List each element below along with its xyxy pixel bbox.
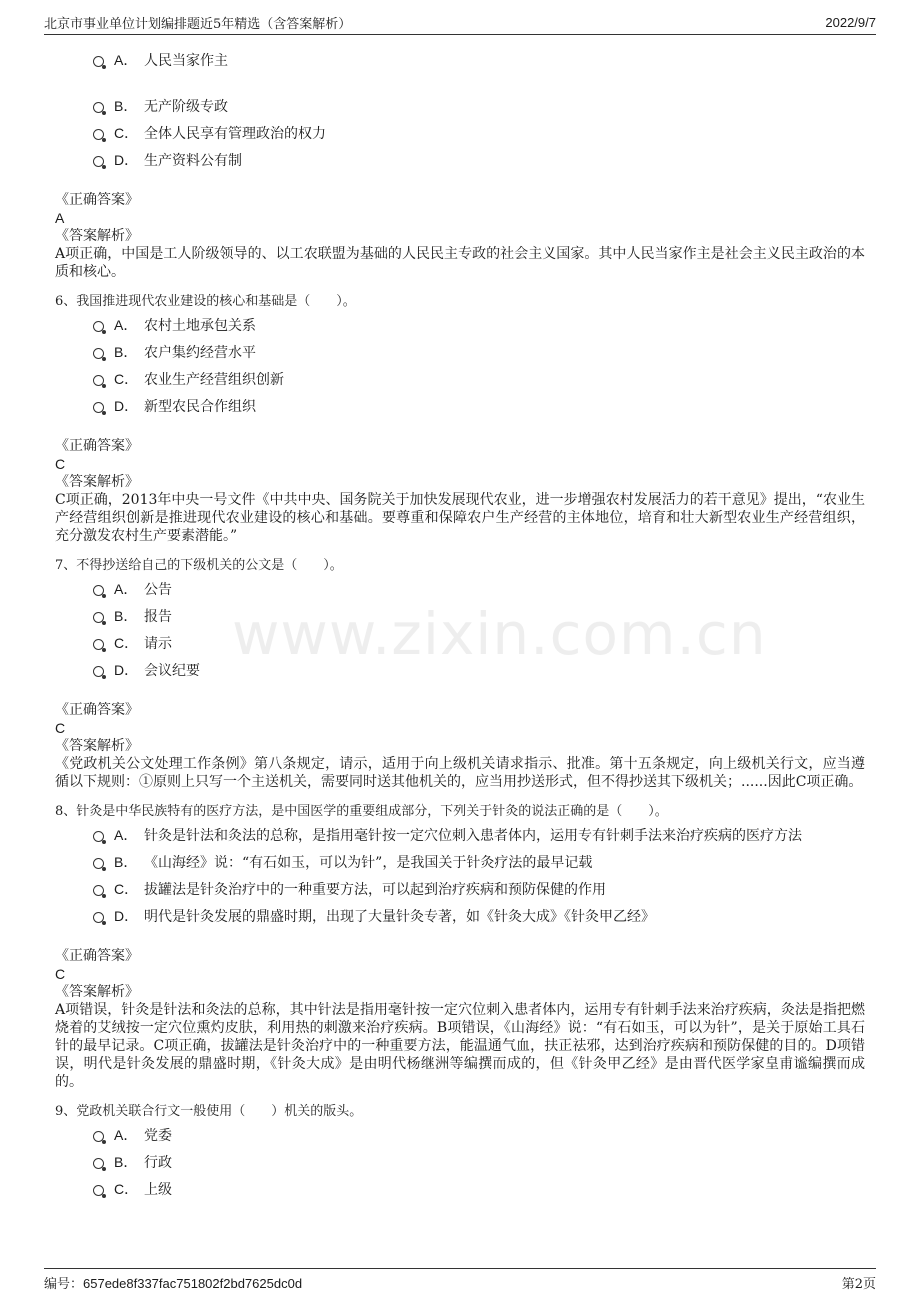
option-letter: C．: [114, 1180, 139, 1197]
option-c[interactable]: [93, 629, 865, 656]
radio-icon[interactable]: [93, 612, 104, 623]
explanation-label: 《答案解析》: [55, 738, 139, 754]
option-letter: B．: [114, 853, 138, 870]
option-text: 请示: [144, 635, 172, 652]
explanation-text: A项错误，针灸是针法和灸法的总称，其中针法是指用毫针按一定穴位刺入患者体内，运用专有针刺手法来治疗疾病，灸法是指把燃烧着的艾绒按一定穴位熏灼皮肤，利用热的刺激来治疗疾病。B项错误，《山海经》说：“有石如玉，可以为针”，是关于原始工具石针的最早记录。C项正确，拔罐法是针灸治疗中的一种重要方法，能温通气血，扶正祛邪，达到治疗疾病和预防保健的目的。D项错误，明代是针灸发展的鼎盛时期，《针灸大成》是由明代杨继洲等编撰而成的，但《针灸甲乙经》是由晋代医学家皇甫谧编撰而成的。: [55, 1002, 865, 1090]
option-letter: B．: [114, 343, 138, 360]
correct-answer: A: [55, 210, 65, 226]
question-5: [55, 46, 865, 281]
option-letter: A．: [114, 1126, 138, 1143]
option-c[interactable]: [93, 875, 865, 902]
radio-icon[interactable]: [93, 639, 104, 650]
option-text: 人民当家作主: [144, 52, 228, 69]
radio-icon[interactable]: [93, 102, 104, 113]
question-6: [55, 293, 865, 545]
option-text: 行政: [144, 1154, 172, 1171]
option-letter: C．: [114, 124, 139, 141]
option-text: 上级: [144, 1181, 172, 1198]
radio-icon[interactable]: [93, 156, 104, 167]
question-8: [55, 803, 865, 1091]
correct-answer-label: 《正确答案》: [55, 948, 139, 964]
page-number: 第2页: [841, 1276, 876, 1292]
correct-answer-label: 《正确答案》: [55, 192, 139, 208]
option-text: 全体人民享有管理政治的权力: [144, 125, 326, 142]
page-header: [44, 12, 876, 35]
explanation-text: A项正确，中国是工人阶级领导的、以工农联盟为基础的人民民主专政的社会主义国家。其中人民当家作主是社会主义民主政治的本质和核心。: [55, 246, 865, 280]
option-letter: D．: [114, 661, 139, 678]
radio-icon[interactable]: [93, 585, 104, 596]
option-a[interactable]: [93, 575, 865, 602]
radio-icon[interactable]: [93, 912, 104, 923]
question-9: [55, 1103, 865, 1202]
option-text: 报告: [144, 608, 172, 625]
option-text: 生产资料公有制: [144, 152, 242, 169]
question-text: 9、党政机关联合行文一般使用（ ）机关的版头。: [55, 1104, 363, 1119]
option-d[interactable]: [93, 656, 865, 683]
document-code: 编号：657ede8f337fac751802f2bd7625dc0d: [44, 1275, 303, 1291]
option-b[interactable]: [93, 1148, 865, 1175]
option-text: 农业生产经营组织创新: [144, 371, 284, 388]
radio-icon[interactable]: [93, 858, 104, 869]
option-d[interactable]: [93, 392, 865, 419]
option-letter: C．: [114, 880, 139, 897]
explanation-text: 《党政机关公文处理工作条例》第八条规定，请示，适用于向上级机关请求指示、批准。第十五条规定，向上级机关行文，应当遵循以下规则：①原则上只写一个主送机关，需要同时送其他机关的，应当用抄送形式，但不得抄送其下级机关；......因此C项正确。: [55, 756, 865, 790]
radio-icon[interactable]: [93, 129, 104, 140]
option-text: 针灸是针法和灸法的总称，是指用毫针按一定穴位刺入患者体内，运用专有针刺手法来治疗疾病的医疗方法: [144, 827, 802, 844]
option-letter: A．: [114, 580, 138, 597]
correct-answer: C: [55, 966, 66, 982]
question-7: [55, 557, 865, 791]
option-letter: A．: [114, 826, 138, 843]
option-d[interactable]: [93, 902, 865, 929]
option-text: 拔罐法是针灸治疗中的一种重要方法，可以起到治疗疾病和预防保健的作用: [144, 881, 606, 898]
option-letter: C．: [114, 634, 139, 651]
option-b[interactable]: [93, 848, 865, 875]
radio-icon[interactable]: [93, 321, 104, 332]
correct-answer-label: 《正确答案》: [55, 702, 139, 718]
option-text: 党委: [144, 1127, 172, 1144]
option-letter: D．: [114, 151, 139, 168]
option-text: 会议纪要: [144, 662, 200, 679]
document-date: 2022/9/7: [825, 14, 876, 30]
option-a[interactable]: [93, 46, 865, 73]
option-a[interactable]: [93, 311, 865, 338]
question-text: 8、针灸是中华民族特有的医疗方法，是中国医学的重要组成部分，下列关于针灸的说法正确的是（ ）。: [55, 804, 668, 819]
page-content: [55, 44, 865, 1202]
radio-icon[interactable]: [93, 375, 104, 386]
radio-icon[interactable]: [93, 666, 104, 677]
question-text: 7、不得抄送给自己的下级机关的公文是（ ）。: [55, 558, 343, 573]
radio-icon[interactable]: [93, 1185, 104, 1196]
option-text: 明代是针灸发展的鼎盛时期，出现了大量针灸专著，如《针灸大成》《针灸甲乙经》: [144, 908, 655, 925]
option-b[interactable]: [93, 602, 865, 629]
option-text: 农村土地承包关系: [144, 317, 256, 334]
radio-icon[interactable]: [93, 831, 104, 842]
option-text: 无产阶级专政: [144, 98, 228, 115]
radio-icon[interactable]: [93, 56, 104, 67]
option-text: 《山海经》说：“有石如玉，可以为针”，是我国关于针灸疗法的最早记载: [144, 854, 593, 871]
page-footer: [44, 1268, 876, 1292]
option-letter: A．: [114, 51, 138, 68]
question-text: 6、我国推进现代农业建设的核心和基础是（ ）。: [55, 294, 356, 309]
option-letter: D．: [114, 397, 139, 414]
option-text: 农户集约经营水平: [144, 344, 256, 361]
option-a[interactable]: [93, 1121, 865, 1148]
radio-icon[interactable]: [93, 1158, 104, 1169]
option-letter: B．: [114, 607, 138, 624]
option-letter: C．: [114, 370, 139, 387]
correct-answer: C: [55, 456, 66, 472]
option-letter: A．: [114, 316, 138, 333]
option-letter: B．: [114, 97, 138, 114]
radio-icon[interactable]: [93, 402, 104, 413]
option-text: 公告: [144, 581, 172, 598]
explanation-label: 《答案解析》: [55, 228, 139, 244]
radio-icon[interactable]: [93, 885, 104, 896]
correct-answer-label: 《正确答案》: [55, 438, 139, 454]
option-letter: D．: [114, 907, 139, 924]
option-text: 新型农民合作组织: [144, 398, 256, 415]
option-c[interactable]: [93, 365, 865, 392]
document-title: 北京市事业单位计划编排题近5年精选（含答案解析）: [44, 16, 352, 32]
option-letter: B．: [114, 1153, 138, 1170]
option-c[interactable]: [93, 119, 865, 146]
option-b[interactable]: [93, 338, 865, 365]
explanation-label: 《答案解析》: [55, 984, 139, 1000]
radio-icon[interactable]: [93, 348, 104, 359]
explanation-text: C项正确，2013年中央一号文件《中共中央、国务院关于加快发展现代农业，进一步增强农村发展活力的若干意见》提出，“农业生产经营组织创新是推进现代农业建设的核心和基础。要尊重和保障农户生产经营的主体地位，培育和壮大新型农业生产经营组织，充分激发农村生产要素潜能。”: [55, 492, 865, 544]
radio-icon[interactable]: [93, 1131, 104, 1142]
option-c[interactable]: [93, 1175, 865, 1202]
option-b[interactable]: [93, 92, 865, 119]
watermark: www.zixin.com.cn: [232, 600, 767, 668]
correct-answer: C: [55, 720, 66, 736]
option-d[interactable]: [93, 146, 865, 173]
explanation-label: 《答案解析》: [55, 474, 139, 490]
option-a[interactable]: [93, 821, 865, 848]
